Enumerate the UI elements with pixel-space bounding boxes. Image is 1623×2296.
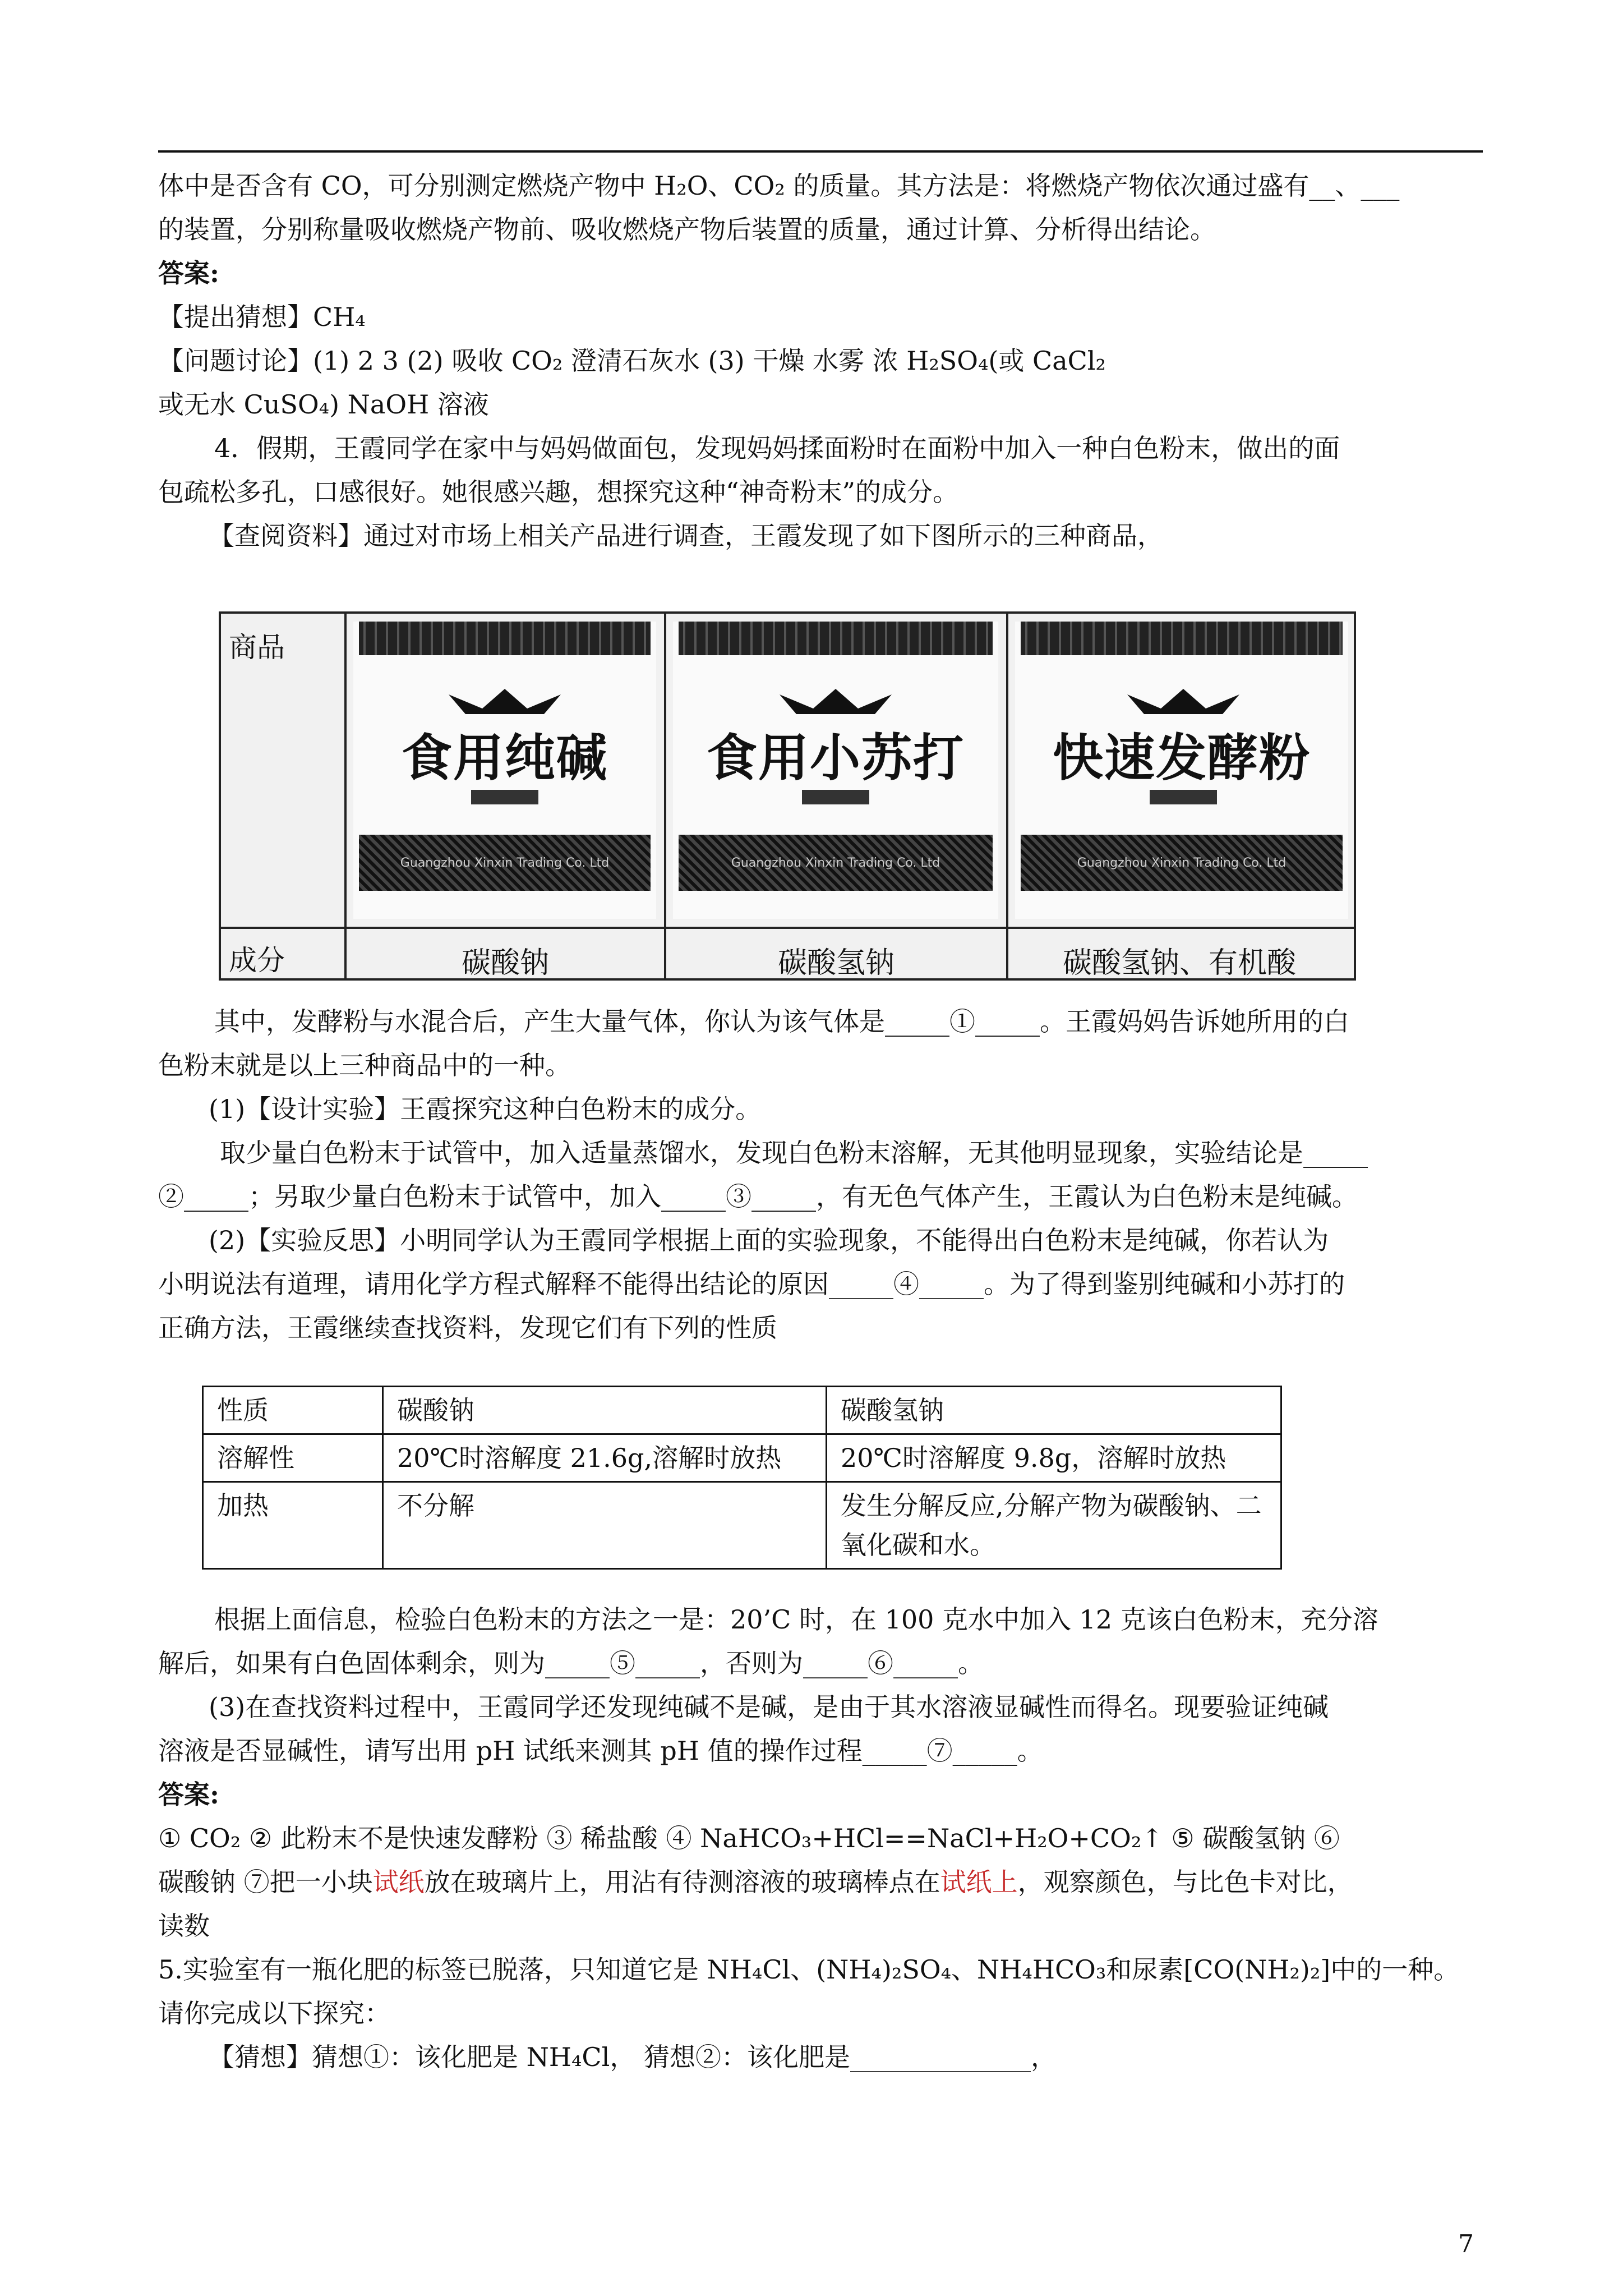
q4-p6: (2)【实验反思】小明同学认为王霞同学根据上面的实验现象，不能得出白色粉末是纯碱，你若认为 bbox=[209, 1225, 1329, 1255]
q4-line3: 【查阅资料】通过对市场上相关产品进行调查，王霞发现了如下图所示的三种商品， bbox=[209, 521, 1163, 551]
company-band bbox=[679, 835, 993, 891]
q5-line2: 请你完成以下探究： bbox=[158, 1998, 390, 2028]
table-cell: 20℃时溶解度 9.8g，溶解时放热 bbox=[827, 1434, 1281, 1482]
table-header: 性质 bbox=[203, 1387, 383, 1434]
q4-p10: 解后，如果有白色固体剩余，则为_____⑤_____，否则为_____⑥_____。 bbox=[158, 1648, 984, 1678]
q3-answer-1: 【提出猜想】CH₄ bbox=[158, 302, 366, 332]
divider bbox=[344, 614, 347, 978]
table-cell: 加热 bbox=[203, 1482, 383, 1569]
company-band bbox=[359, 835, 651, 891]
product-name: 食用小苏打 bbox=[707, 729, 965, 788]
property-table bbox=[202, 1386, 1282, 1570]
table-cell: 20℃时溶解度 21.6g,溶解时放热 bbox=[383, 1434, 827, 1482]
company-text: Guangzhou Xinxin Trading Co. Ltd bbox=[1077, 856, 1287, 870]
crown-logo-icon bbox=[449, 683, 561, 717]
card-stripe bbox=[1021, 622, 1343, 655]
highlight-text: 试纸上 bbox=[940, 1867, 1018, 1897]
q5-line3: 【猜想】猜想①：该化肥是 NH₄Cl， 猜想②：该化肥是______________， bbox=[209, 2042, 1057, 2072]
table-row bbox=[203, 1482, 1281, 1569]
sub-label-bar bbox=[1150, 790, 1217, 804]
component-yeast-powder: 碳酸氢钠、有机酸 bbox=[1062, 946, 1296, 980]
table-header: 碳酸钠 bbox=[383, 1387, 827, 1434]
q4-p4: 取少量白色粉末于试管中，加入适量蒸馏水，发现白色粉末溶解，无其他明显现象，实验结论是_____ bbox=[220, 1138, 1368, 1168]
header-rule bbox=[158, 150, 1483, 153]
component-label: 成分 bbox=[229, 944, 285, 977]
answer-text: ，观察颜色，与比色卡对比， bbox=[1017, 1867, 1353, 1897]
product-name: 快速发酵粉 bbox=[1053, 729, 1311, 788]
product-card-yeast-powder bbox=[1015, 622, 1348, 919]
q4-line2: 包疏松多孔，口感很好。她很感兴趣，想探究这种“神奇粉末”的成分。 bbox=[158, 477, 959, 507]
q4-p7: 小明说法有道理，请用化学方程式解释不能得出结论的原因_____④_____。为了得到鉴别纯碱和小苏打的 bbox=[158, 1269, 1345, 1299]
q4-p12: 溶液是否显碱性，请写出用 pH 试纸来测其 pH 值的操作过程_____⑦_____。 bbox=[158, 1736, 1043, 1766]
table-cell: 溶解性 bbox=[203, 1434, 383, 1482]
product-label: 商品 bbox=[229, 631, 285, 664]
q5-line1: 5.实验室有一瓶化肥的标签已脱落，只知道它是 NH₄Cl、(NH₄)₂SO₄、NH₄HCO₃和尿素[CO(NH₂)₂]中的一种。 bbox=[158, 1954, 1460, 1985]
crown-logo-icon bbox=[780, 683, 892, 717]
q4-p2: 色粉末就是以上三种商品中的一种。 bbox=[158, 1050, 571, 1080]
highlight-text: 试纸 bbox=[372, 1867, 425, 1897]
table-cell: 发生分解反应,分解产物为碳酸钠、二氧化碳和水。 bbox=[827, 1482, 1281, 1569]
component-soda: 碳酸钠 bbox=[461, 946, 549, 980]
answer-text: 放在玻璃片上，用沾有待测溶液的玻璃棒点在 bbox=[424, 1867, 940, 1897]
q4-p3: (1)【设计实验】王霞探究这种白色粉末的成分。 bbox=[209, 1094, 762, 1124]
product-card-soda bbox=[353, 622, 656, 919]
q4-p9: 根据上面信息，检验白色粉末的方法之一是：20’C 时，在 100 克水中加入 12 克该白色粉末，充分溶 bbox=[214, 1604, 1378, 1635]
q4-p1: 其中，发酵粉与水混合后，产生大量气体，你认为该气体是_____①_____。王霞妈妈告诉她所用的白 bbox=[214, 1006, 1349, 1037]
divider bbox=[664, 614, 666, 978]
product-image-table bbox=[219, 611, 1356, 981]
table-row bbox=[203, 1387, 1281, 1434]
q4-answer-1: ① CO₂ ② 此粉末不是快速发酵粉 ③ 稀盐酸 ④ NaHCO₃+HCl==NaCl+H₂O+CO₂↑ ⑤ 碳酸氢钠 ⑥ bbox=[158, 1823, 1340, 1853]
q4-answer-3: 读数 bbox=[158, 1911, 210, 1941]
card-stripe bbox=[359, 622, 651, 655]
q3-line1: 体中是否含有 CO，可分别测定燃烧产物中 H₂O、CO₂ 的质量。其方法是：将燃烧产物依次通过盛有__、___ bbox=[158, 171, 1400, 201]
sub-label-bar bbox=[802, 790, 869, 804]
company-text: Guangzhou Xinxin Trading Co. Ltd bbox=[731, 856, 940, 870]
table-row bbox=[203, 1434, 1281, 1482]
table-header: 碳酸氢钠 bbox=[827, 1387, 1281, 1434]
product-card-baking-soda bbox=[673, 622, 998, 919]
divider bbox=[221, 927, 1354, 929]
crown-logo-icon bbox=[1127, 683, 1239, 717]
q4-p8: 正确方法，王霞继续查找资料，发现它们有下列的性质 bbox=[158, 1313, 777, 1343]
q3-line2: 的装置，分别称量吸收燃烧产物前、吸收燃烧产物后装置的质量，通过计算、分析得出结论。 bbox=[158, 214, 1216, 245]
q4-answer-2 bbox=[158, 1865, 1504, 1899]
sub-label-bar bbox=[471, 790, 538, 804]
company-text: Guangzhou Xinxin Trading Co. Ltd bbox=[400, 856, 610, 870]
company-band bbox=[1021, 835, 1343, 891]
answer-label: 答案: bbox=[158, 1779, 219, 1810]
product-name: 食用纯碱 bbox=[402, 729, 608, 788]
q3-answer-3: 或无水 CuSO₄) NaOH 溶液 bbox=[158, 389, 489, 420]
table-cell: 不分解 bbox=[383, 1482, 827, 1569]
answer-label: 答案: bbox=[158, 258, 219, 288]
page-number: 7 bbox=[1458, 2230, 1474, 2258]
component-baking-soda: 碳酸氢钠 bbox=[777, 946, 895, 980]
q4-p5: ②_____；另取少量白色粉末于试管中，加入_____③_____，有无色气体产生，王霞认为白色粉末是纯碱。 bbox=[158, 1181, 1358, 1212]
divider bbox=[1006, 614, 1008, 978]
q3-answer-2: 【问题讨论】(1) 2 3 (2) 吸收 CO₂ 澄清石灰水 (3) 干燥 水雾 浓 H₂SO₄(或 CaCl₂ bbox=[158, 346, 1106, 376]
card-stripe bbox=[679, 622, 993, 655]
answer-text: 碳酸钠 ⑦把一小块 bbox=[158, 1867, 373, 1897]
q4-line1: 4．假期，王霞同学在家中与妈妈做面包，发现妈妈揉面粉时在面粉中加入一种白色粉末，做出的面 bbox=[214, 433, 1340, 463]
q4-p11: (3)在查找资料过程中，王霞同学还发现纯碱不是碱，是由于其水溶液显碱性而得名。现要验证纯碱 bbox=[209, 1692, 1329, 1722]
